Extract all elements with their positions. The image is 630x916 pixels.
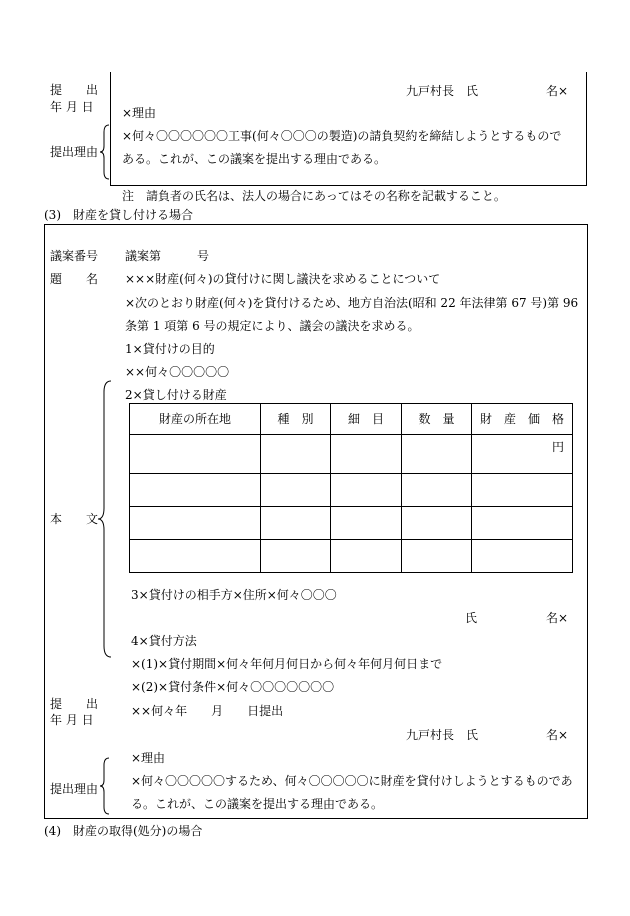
- method-heading: 4×貸付方法: [131, 634, 197, 648]
- mayor-name-mark: 名×: [546, 728, 569, 742]
- reason-text-1: ×何々〇〇〇〇〇〇工事(何々〇〇〇の製造)の請負契約を締結しようとするもので: [122, 129, 562, 143]
- reason-heading: ×理由: [131, 751, 166, 765]
- method-1: ×(1)×貸付期間×何々年何月何日から何々年何月何日まで: [131, 657, 443, 671]
- reason-text-2: ある。これが、この議案を提出する理由である。: [122, 152, 387, 166]
- section3-heading: (3) 財産を貸し付ける場合: [44, 208, 193, 222]
- table-cell: [130, 540, 261, 573]
- reason-brace: [100, 124, 110, 180]
- reason-text-2: る。これが、この議案を提出する理由である。: [131, 797, 384, 811]
- purpose-heading: 1×貸付けの目的: [125, 342, 215, 356]
- submit-date: ××何々年 月 日提出: [131, 704, 284, 718]
- table-cell: [261, 435, 331, 474]
- label-submission-date-2: 年 月 日: [50, 713, 94, 727]
- body-line-1: ×次のとおり財産(何々)を貸付けるため、地方自治法(昭和 22 年法律第 67 号)第 96: [125, 296, 579, 310]
- table-cell: [261, 474, 331, 507]
- title-value: ×××財産(何々)の貸付けに関し議決を求めることについて: [125, 272, 441, 286]
- header-detail: 細 目: [331, 404, 402, 435]
- table-cell: [331, 540, 402, 573]
- method-2: ×(2)×貸付条件×何々〇〇〇〇〇〇〇: [131, 680, 335, 694]
- label-body: 本 文: [50, 512, 99, 526]
- section4-heading: (4) 財産の取得(処分)の場合: [44, 824, 203, 838]
- table-cell: [261, 540, 331, 573]
- property-table-header-row: [130, 404, 573, 435]
- header-type: 種 別: [261, 404, 331, 435]
- table-row: [130, 435, 573, 474]
- top-form-left-border: [110, 72, 111, 186]
- table-cell: [472, 540, 573, 573]
- table-cell: [472, 507, 573, 540]
- body-line-2: 条第 1 項第 6 号の規定により、議会の議決を求める。: [125, 319, 420, 333]
- table-cell: [331, 507, 402, 540]
- reason-heading: ×理由: [122, 106, 157, 120]
- table-cell: [402, 540, 472, 573]
- table-cell: [402, 507, 472, 540]
- lessee-line: 3×貸付けの相手方×住所×何々〇〇〇: [131, 588, 337, 602]
- note: 注 請負者の氏名は、法人の場合にあってはその名称を記載すること。: [122, 189, 506, 203]
- bill-number-value: 議案第 号: [125, 249, 210, 263]
- table-cell: [261, 507, 331, 540]
- label-title: 題 名: [50, 272, 99, 286]
- label-reason: 提出理由: [50, 782, 99, 796]
- yen-unit: 円: [472, 435, 573, 474]
- table-cell: [331, 435, 402, 474]
- mayor-line: 九戸村長 氏: [406, 84, 479, 98]
- table-cell: [130, 435, 261, 474]
- mayor-line: 九戸村長 氏: [406, 728, 479, 742]
- table-cell: [130, 474, 261, 507]
- header-location: 財産の所在地: [130, 404, 261, 435]
- top-form-bottom-border: [110, 185, 587, 186]
- table-row: [130, 507, 573, 540]
- table-row: [130, 474, 573, 507]
- label-submission-date-2: 年 月 日: [50, 100, 94, 114]
- table-cell: [472, 474, 573, 507]
- reason-brace: [100, 757, 110, 815]
- mayor-name-mark: 名×: [546, 84, 569, 98]
- top-form-right-border: [586, 72, 587, 186]
- header-quantity: 数 量: [402, 404, 472, 435]
- table-cell: [402, 474, 472, 507]
- lessee-name-right: 名×: [546, 611, 569, 625]
- reason-text-1: ×何々〇〇〇〇〇するため、何々〇〇〇〇〇に財産を貸付けしようとするものであ: [131, 774, 573, 788]
- property-heading: 2×貸し付ける財産: [125, 388, 227, 402]
- property-table: [129, 403, 573, 573]
- body-brace: [98, 380, 112, 658]
- label-submission-date-1: 提 出: [50, 697, 99, 711]
- header-value: 財 産 価 格: [472, 404, 573, 435]
- table-row: [130, 540, 573, 573]
- table-cell: [331, 474, 402, 507]
- purpose-value: ××何々〇〇〇〇〇: [125, 365, 230, 379]
- label-bill-number: 議案番号: [50, 249, 99, 263]
- table-cell: [402, 435, 472, 474]
- label-submission-date-1: 提 出: [50, 83, 99, 97]
- label-reason: 提出理由: [50, 145, 99, 159]
- table-cell: [130, 507, 261, 540]
- lessee-name-left: 氏: [465, 611, 478, 625]
